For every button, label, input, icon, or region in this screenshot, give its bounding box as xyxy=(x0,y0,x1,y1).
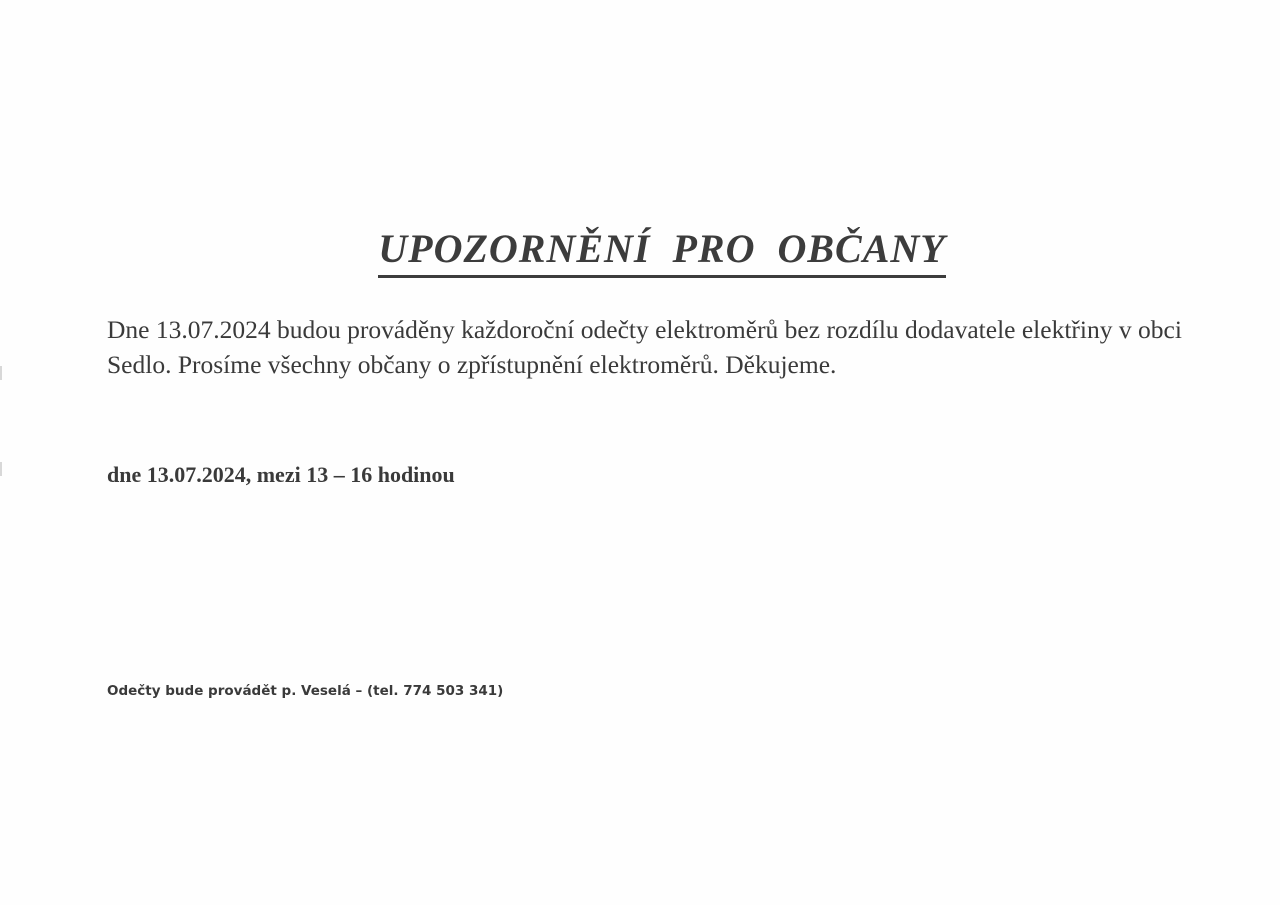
scan-edge-mark xyxy=(0,462,2,476)
scan-edge-mark xyxy=(0,366,2,380)
notice-title xyxy=(0,178,1280,325)
notice-body: Dne 13.07.2024 budou prováděny každoroční odečty elektroměrů bez rozdílu dodavatele elektřiny v obci Sedlo. Prosíme všechny občany o zpřístupnění elektroměrů. Děkujeme. xyxy=(107,315,1182,379)
notice-title-text: UPOZORNĚNÍ PRO OBČANY xyxy=(378,226,945,278)
notice-contact: Odečty bude provádět p. Veselá – (tel. 774 503 341) xyxy=(107,683,504,699)
notice-time: dne 13.07.2024, mezi 13 – 16 hodinou xyxy=(107,462,455,487)
